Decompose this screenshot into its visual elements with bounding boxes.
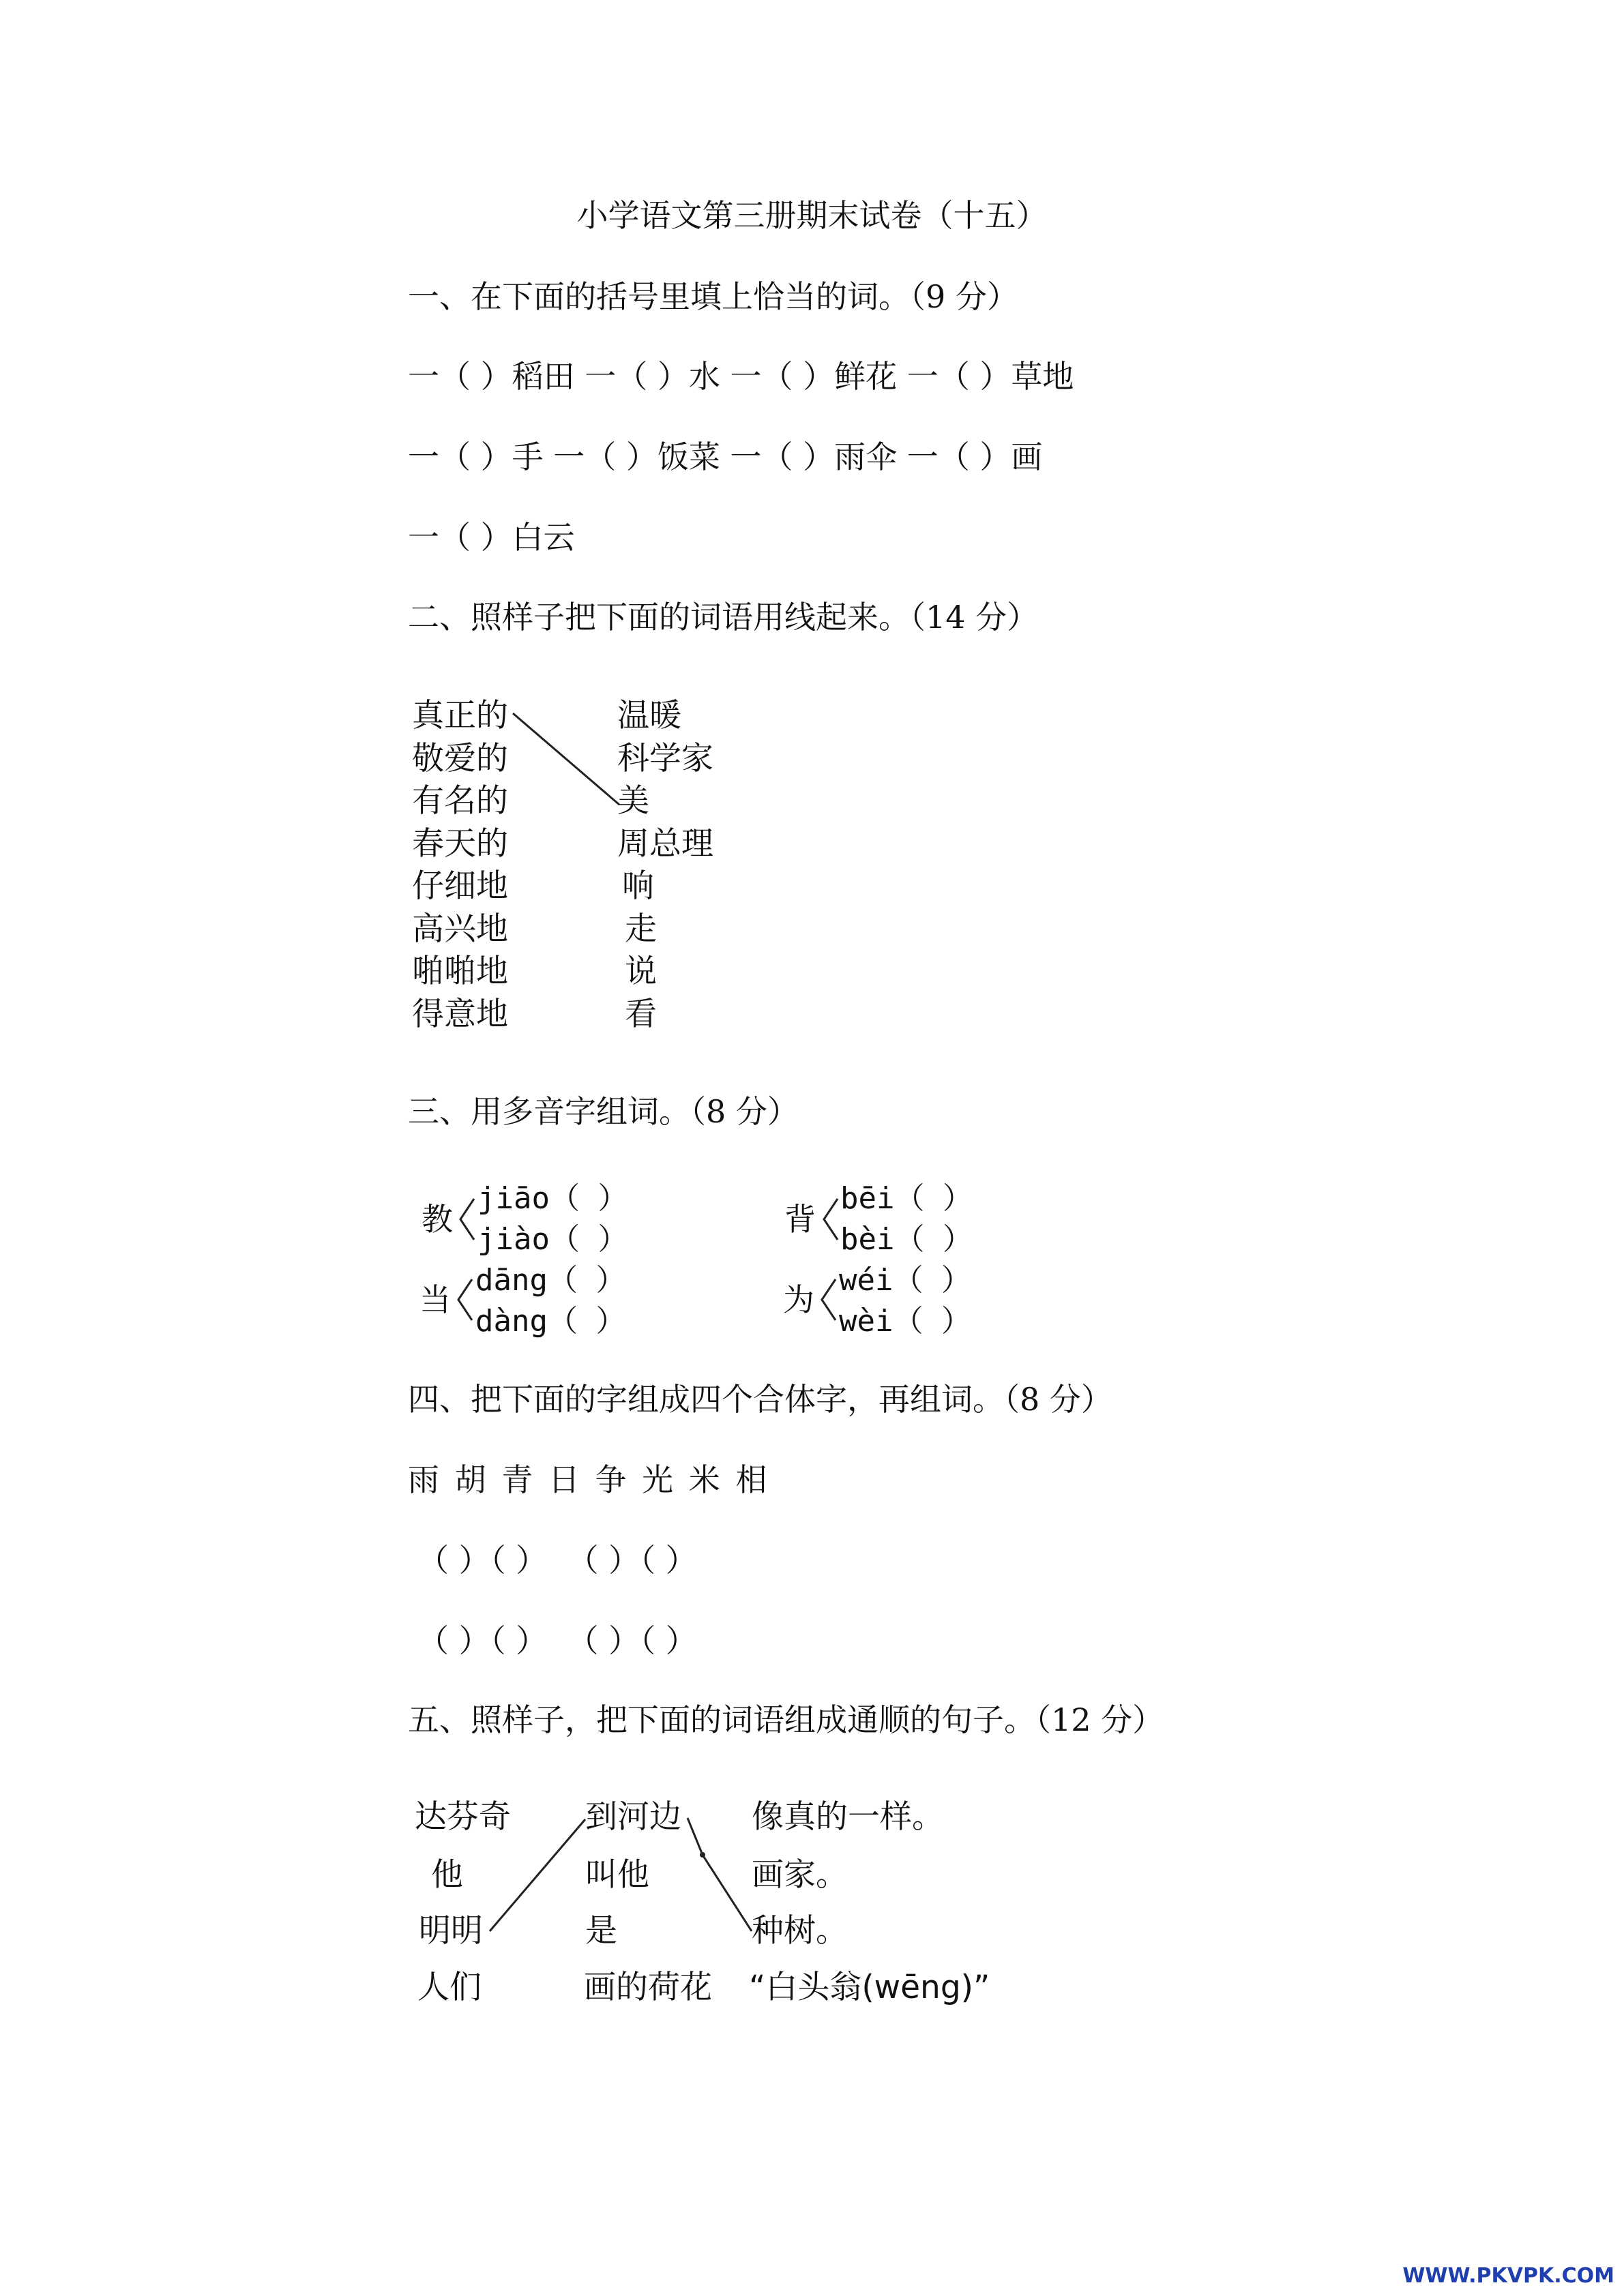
q5-sample-line-2 xyxy=(688,1818,752,1931)
q5-col3-word: 画家。 xyxy=(752,1856,848,1894)
q2-right-word: 美 xyxy=(617,782,649,820)
q5-col3-word: 种树。 xyxy=(752,1912,848,1950)
q2-heading: 二、照样子把下面的词语用线起来。（14 分） xyxy=(408,599,1039,636)
q3-char: 背 xyxy=(784,1201,816,1238)
q1-line-2: 一（ ）手 一（ ）饭菜 一（ ）雨伞 一（ ）画 xyxy=(408,438,1043,475)
q3-pinyin: wéi（ ） xyxy=(839,1263,971,1298)
q2-right-word: 科学家 xyxy=(617,740,713,777)
q3-pinyin: dāng（ ） xyxy=(475,1263,626,1298)
q3-pinyin: wèi（ ） xyxy=(839,1304,971,1339)
q1-line-3: 一（ ）白云 xyxy=(408,519,575,556)
q2-left-word: 敬爱的 xyxy=(412,740,508,777)
q2-right-word: 说 xyxy=(625,953,657,990)
q1-heading: 一、在下面的括号里填上恰当的词。（9 分） xyxy=(408,278,1018,315)
q2-left-word: 春天的 xyxy=(412,825,508,863)
q2-left-word: 啪啪地 xyxy=(412,953,508,990)
q2-sample-line xyxy=(513,713,619,805)
q3-bracket-jiao xyxy=(460,1199,474,1240)
q3-pinyin: jiāo（ ） xyxy=(477,1181,628,1216)
q5-col1-word: 明明 xyxy=(419,1912,483,1950)
q5-dot xyxy=(700,1852,705,1858)
page-title: 小学语文第三册期末试卷（十五） xyxy=(576,197,1048,234)
q2-left-word: 有名的 xyxy=(412,782,508,820)
q2-right-word: 看 xyxy=(625,996,657,1033)
q4-heading: 四、把下面的字组成四个合体字，再组词。（8 分） xyxy=(408,1381,1112,1418)
q2-left-word: 高兴地 xyxy=(412,910,508,948)
q5-col1-word: 人们 xyxy=(417,1969,482,2006)
q3-bracket-wei xyxy=(822,1279,836,1320)
q3-char: 教 xyxy=(422,1201,453,1238)
q4-blank-line: （ ）（ ） （ ）（ ） xyxy=(417,1622,697,1659)
q5-col1-word: 他 xyxy=(431,1856,463,1894)
q3-pinyin: bèi（ ） xyxy=(840,1222,973,1257)
footer-site-link[interactable]: WWW.PKVPK.COM xyxy=(1402,2264,1614,2288)
q2-right-word: 温暖 xyxy=(617,697,681,734)
q2-right-word: 走 xyxy=(625,910,657,948)
q3-pinyin: jiào（ ） xyxy=(477,1222,628,1257)
q3-heading: 三、用多音字组词。（8 分） xyxy=(408,1093,799,1130)
q2-left-word: 仔细地 xyxy=(412,867,508,905)
q3-char: 当 xyxy=(419,1281,451,1318)
q2-left-word: 得意地 xyxy=(412,996,508,1033)
q3-bracket-dang xyxy=(458,1279,472,1320)
q5-col2-word: 到河边 xyxy=(585,1798,681,1836)
q5-col3-word: “白头翁(wēng)” xyxy=(749,1969,990,2006)
q5-col2-word: 是 xyxy=(585,1912,617,1950)
q5-col1-word: 达芬奇 xyxy=(415,1798,511,1836)
q3-pinyin: dàng（ ） xyxy=(475,1304,626,1339)
q5-col2-word: 叫他 xyxy=(585,1856,649,1894)
q4-blank-line: （ ）（ ） （ ）（ ） xyxy=(417,1542,697,1579)
q3-char: 为 xyxy=(783,1281,814,1318)
q1-line-1: 一（ ）稻田 一（ ）水 一（ ）鲜花 一（ ）草地 xyxy=(408,358,1074,395)
q3-bracket-bei xyxy=(824,1199,838,1240)
q2-left-word: 真正的 xyxy=(412,697,508,734)
q2-right-word: 周总理 xyxy=(617,825,713,863)
q4-chars: 雨 胡 青 日 争 光 米 相 xyxy=(408,1461,770,1498)
q3-pinyin: bēi（ ） xyxy=(840,1181,973,1216)
q5-heading: 五、照样子，把下面的词语组成通顺的句子。（12 分） xyxy=(408,1701,1164,1738)
q2-right-word: 响 xyxy=(622,867,654,905)
q5-col2-word: 画的荷花 xyxy=(584,1969,712,2006)
q5-col3-word: 像真的一样。 xyxy=(752,1798,944,1836)
